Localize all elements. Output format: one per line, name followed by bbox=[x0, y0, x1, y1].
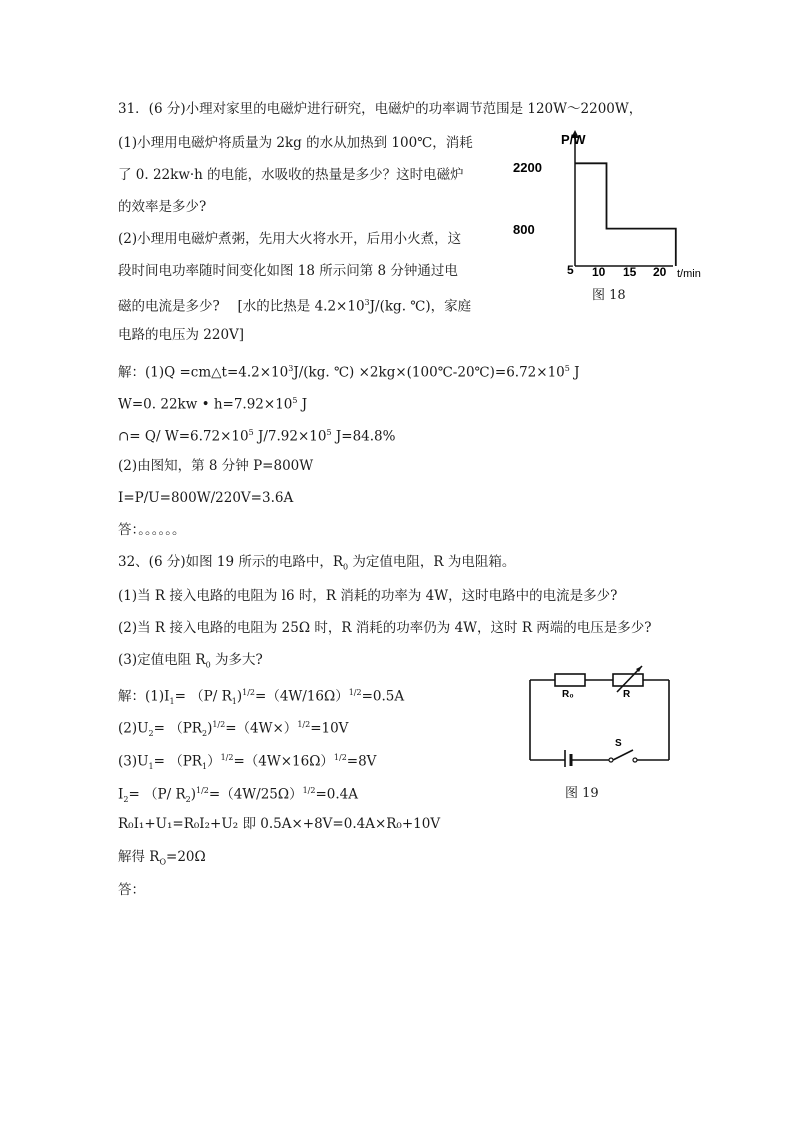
r0-label: R₀ bbox=[562, 689, 574, 700]
q31-part2-line2: 段时间电功率随时间变化如图 18 所示问第 8 分钟通过电 bbox=[118, 263, 458, 279]
y-axis-label: P/W bbox=[561, 132, 586, 147]
q32-answer: 答： bbox=[118, 882, 145, 898]
q32-solution-5: R₀I₁+U₁=R₀I₂+U₂ 即 0.5A×+8V=0.4A×R₀+10V bbox=[118, 816, 441, 832]
q32-header: 32、(6 分)如图 19 所示的电路中，$R_0$ 为定值电阻，R 为电阻箱。 bbox=[118, 554, 516, 572]
xtick-20: 20 bbox=[653, 265, 667, 279]
q31-part2-line1: (2)小理用电磁炉煮粥，先用大火将水开，后用小火煮，这 bbox=[118, 231, 462, 247]
q31-solution-2: W=0. 22kw • $h=7.92\times 10^5$ J bbox=[118, 396, 308, 413]
q32-solution-3: $(3)U_1= (PR_1)^{1/2}=(4W\times 16\Omega)^{1/2}=8V$ bbox=[118, 753, 377, 772]
q31-part2-line4: 电路的电压为 220V] bbox=[118, 327, 245, 343]
switch-contact-left bbox=[609, 758, 613, 762]
xtick-5: 5 bbox=[567, 263, 574, 277]
q32-part3: (3)定值电阻 $R_0$ 为多大? bbox=[118, 652, 263, 670]
resistor-r0 bbox=[555, 674, 585, 686]
q31-part1-line1: (1)小理用电磁炉将质量为 2kg 的水从加热到 100℃，消耗 bbox=[118, 135, 473, 151]
figure-19-caption: 图 19 bbox=[565, 786, 599, 801]
q31-part1-line2: 了 0. 22kw·h 的电能，水吸收的热量是多少？这时电磁炉 bbox=[118, 167, 464, 183]
q32-solution-1: 解：$(1)I_1= (P/$ $R_1)^{1/2}=(4W/16\Omega)^{1/2}=0.5A$ bbox=[118, 688, 405, 707]
q32-part2: (2)当 R 接入电路的电阻为 25Ω 时，R 消耗的功率仍为 4W，这时 R 两端的电压是多少? bbox=[118, 620, 652, 636]
figure-18-chart bbox=[505, 126, 720, 281]
switch-contact-right bbox=[633, 758, 637, 762]
ytick-2200: 2200 bbox=[513, 160, 542, 175]
figure-18-caption: 图 18 bbox=[592, 288, 626, 303]
q32-part1: (1)当 R 接入电路的电阻为 l6 时，R 消耗的功率为 4W，这时电路中的电流是多少? bbox=[118, 588, 618, 604]
ytick-800: 800 bbox=[513, 222, 535, 237]
q32-solution-2: $(2)U_2= (PR_2)^{1/2}=(4W\times)^{1/2}=10V$ bbox=[118, 720, 349, 739]
q31-part2-line3: 磁的电流是多少? [水的比热是 $4.2\times 10^3J/(kg$. ℃)，家庭 bbox=[118, 298, 472, 315]
switch-lever bbox=[613, 750, 633, 760]
x-axis-label: t/min bbox=[677, 268, 701, 280]
s-label: S bbox=[615, 738, 622, 749]
power-series-line bbox=[575, 163, 676, 266]
xtick-10: 10 bbox=[592, 265, 606, 279]
figure-19-circuit bbox=[525, 662, 675, 767]
q31-solution-5: I=P/U=800W/220V=3.6A bbox=[118, 490, 294, 506]
q31-answer: 答：。。。。。。 bbox=[118, 522, 186, 538]
r-label: R bbox=[623, 689, 631, 700]
q31-part1-line3: 的效率是多少? bbox=[118, 199, 207, 215]
q31-header: 31．(6 分)小理对家里的电磁炉进行研究，电磁炉的功率调节范围是 120W～2200W， bbox=[118, 101, 643, 117]
q32-solution-4: $I_2= (P/$ $R_2)^{1/2}=(4W/25\Omega)^{1/2}=0.4A$ bbox=[118, 786, 358, 805]
xtick-15: 15 bbox=[623, 265, 637, 279]
q32-solution-6: 解得 $R_O=20\Omega$ bbox=[118, 849, 206, 867]
q31-solution-4: (2)由图知，第 8 分钟 P=800W bbox=[118, 458, 314, 474]
q31-solution-1: 解：$(1)Q =cm\triangle t=4.2\times 10^3J/(kg$. ℃) $\times 2kg\times(100℃-20℃)=6.72\times 10^5$ J bbox=[118, 364, 580, 381]
q31-solution-3: ∩= Q/ $W=6.72\times 10^5$ $J/7.92\times 10^5$ J=84.8% bbox=[118, 428, 396, 445]
